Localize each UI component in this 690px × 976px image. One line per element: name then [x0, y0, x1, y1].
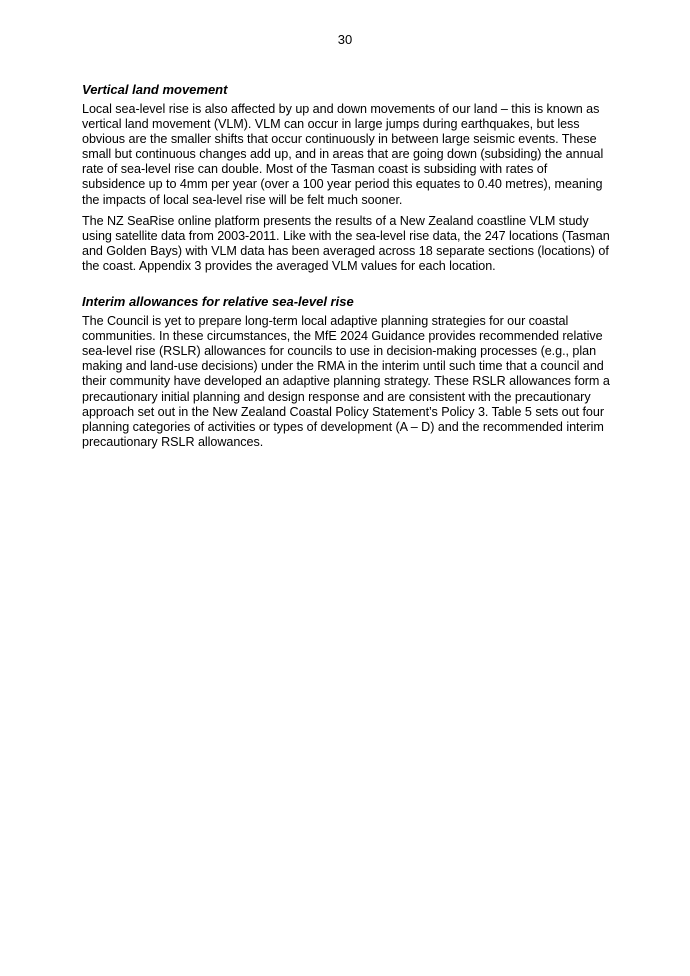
- paragraph: Local sea-level rise is also affected by up and down movements of our land – this is known as vertical land movement (VLM). VLM can occur in large jumps during earthquakes, but less obvious are the smaller shifts that occur continuously in between large seismic events. These small but continuous changes add up, and in areas that are going down (subsiding) the annual rate of sea-level rise can double. Most of the Tasman coast is subsiding with rates of subsidence up to 4mm per year (over a 100 year period this equates to 0.40 metres), meaning the impacts of local sea-level rise will be felt much sooner.: [82, 102, 604, 207]
- section-heading: Vertical land movement: [82, 82, 228, 97]
- section-interim-allowances: [82, 294, 612, 450]
- paragraph: The Council is yet to prepare long-term local adaptive planning strategies for our coastal communities. In these circumstances, the MfE 2024 Guidance provides recommended relative sea-level rise (RSLR) allowances for councils to use in decision-making processes (e.g., plan making and land-use decisions) under the RMA in the interim until such time that a council and their community have developed an adaptive planning strategy. These RSLR allowances form a precautionary initial planning and design response and are consistent with the precautionary approach set out in the New Zealand Coastal Policy Statement’s Policy 3. Table 5 sets out four planning categories of activities or types of development (A – D) and the recommended interim precautionary RSLR allowances.: [82, 314, 610, 449]
- section-vertical-land-movement: [82, 82, 612, 274]
- document-body: [82, 82, 612, 456]
- page-number: 30: [337, 32, 353, 47]
- paragraph: The NZ SeaRise online platform presents the results of a New Zealand coastline VLM study using satellite data from 2003-2011. Like with the sea-level rise data, the 247 locations (Tasman and Golden Bays) with VLM data has been averaged across 18 separate sections (locations) of the coast. Appendix 3 provides the averaged VLM values for each location.: [82, 213, 610, 273]
- section-heading: Interim allowances for relative sea-level rise: [82, 294, 354, 310]
- section-spacer: [82, 280, 612, 294]
